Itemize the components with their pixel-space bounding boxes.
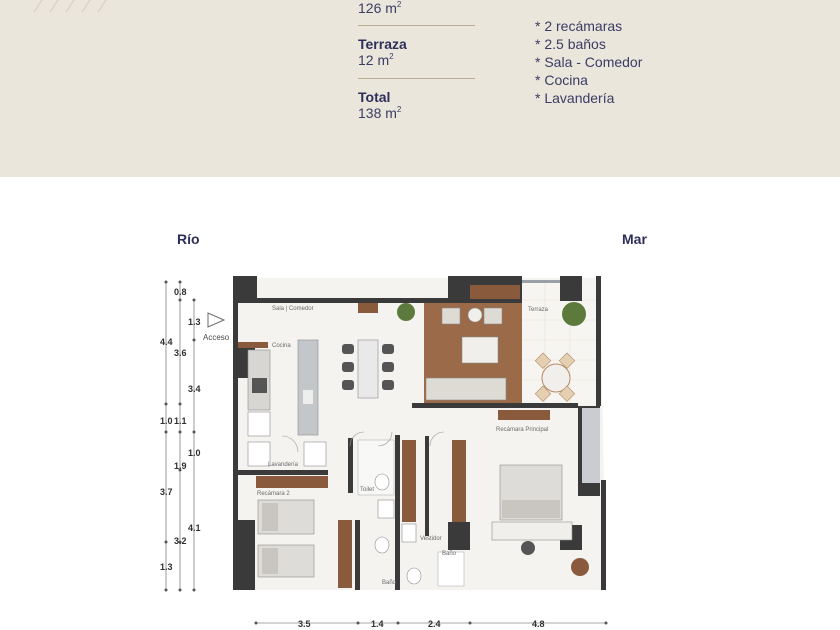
chair-icon [521,541,535,555]
terrace-area-value: 12 m [358,52,390,68]
room-label-lavanderia: Lavandería [268,462,299,468]
dining-table [358,340,378,398]
bed-pillows [502,500,560,518]
interior-area-unit: 2 [396,0,402,9]
dimension-label: 1.3 [160,562,173,572]
armchair [484,308,502,324]
wall-top [238,298,448,303]
summary-band [0,0,840,177]
room-label-sala-comedor: Sala | Comedor [272,306,314,312]
access-arrow-icon [208,313,224,327]
armchair [442,308,460,324]
sink-icon [378,500,394,518]
terrace-area-unit: 2 [389,52,394,61]
wall-column [448,522,470,550]
dimension-label: 0.8 [174,287,187,297]
window [522,280,560,283]
stove-icon [252,378,267,393]
shower [438,552,464,586]
feature-item: * Lavandería [535,90,615,106]
room-label-recamara-principal: Recámara Principal [496,427,549,433]
tv-cabinet [470,285,520,299]
terrace-label: Terraza [358,36,407,52]
kitchen-shelf [238,342,268,348]
window [582,408,600,483]
coffee-table [462,337,498,363]
wall-partition [425,436,429,536]
room-label-bano: Baño [382,580,397,586]
interior-area-value: 126 m [358,0,397,16]
interior-area [358,0,401,18]
dimension-label: 4.1 [188,523,201,533]
wall-column [560,276,582,301]
kitchen-island [298,340,318,435]
toilet-icon [407,568,421,584]
feature-item: * 2 recámaras [535,18,623,34]
room-label-bano: Baño [442,551,457,557]
dimension-label: 1.0 [188,448,201,458]
toilet-icon [375,474,389,490]
dimension-label: 1.9 [174,461,187,471]
dimension-label: 3.2 [174,536,187,546]
armchair [571,558,589,576]
sink-icon [402,524,416,542]
dimension-label: 1.0 [160,416,173,426]
terrace-area [358,36,407,70]
sofa [426,378,506,400]
room-label-vestidor: Vestidor [420,536,442,542]
dimension-label: 4.4 [160,337,173,347]
washer [248,442,270,466]
closet [402,440,416,522]
wall-column [233,520,255,590]
pillow [262,503,278,531]
sink-icon [303,390,313,404]
fridge [248,412,270,436]
decorative-lines [30,0,110,14]
desk [492,522,572,540]
total-label: Total [358,89,391,105]
room-label-terraza: Terraza [528,307,549,313]
toilet-icon [375,537,389,553]
dimension-label: 3.5 [298,619,311,629]
pillow [262,548,278,574]
plant-icon [397,303,415,321]
dryer [304,442,326,466]
feature-item: * Sala - Comedor [535,54,643,70]
room-label-cocina: Cocina [272,343,291,349]
total-area-value: 138 m [358,105,397,121]
floor-plan [150,270,620,630]
orientation-right-label: Mar [622,231,647,247]
room-label-toilet: Toilet [360,487,375,493]
total-area-unit: 2 [396,105,402,114]
feature-item: * 2.5 baños [535,36,606,52]
wall-partition [355,520,360,590]
total-area [358,89,401,123]
wall-partition [238,470,328,475]
divider [358,78,475,79]
room-label-recamara-2: Recámara 2 [257,491,290,497]
dimension-label: 3.4 [188,384,201,394]
closet [452,440,466,522]
access-label: Acceso [203,333,230,342]
dresser [498,410,550,420]
wall-partition [395,435,400,590]
dimension-label: 1.4 [371,619,384,629]
closet [338,520,352,588]
wall-middle [412,403,578,408]
closet [256,476,328,488]
dimension-label: 3.6 [174,348,187,358]
side-table [468,308,482,322]
dimension-label: 3.7 [160,487,173,497]
dimension-label: 2.4 [428,619,441,629]
plant-icon [562,302,586,326]
dimension-label: 4.8 [532,619,545,629]
feature-list [535,17,642,107]
divider [358,25,475,26]
orientation-left-label: Río [177,231,200,247]
wall-partition [348,438,353,493]
console-table [358,303,378,313]
dimension-label: 1.1 [174,416,187,426]
wall-right-lower [601,480,606,590]
feature-item: * Cocina [535,72,588,88]
dimension-label: 1.3 [188,317,201,327]
wall-right-upper [596,276,601,406]
